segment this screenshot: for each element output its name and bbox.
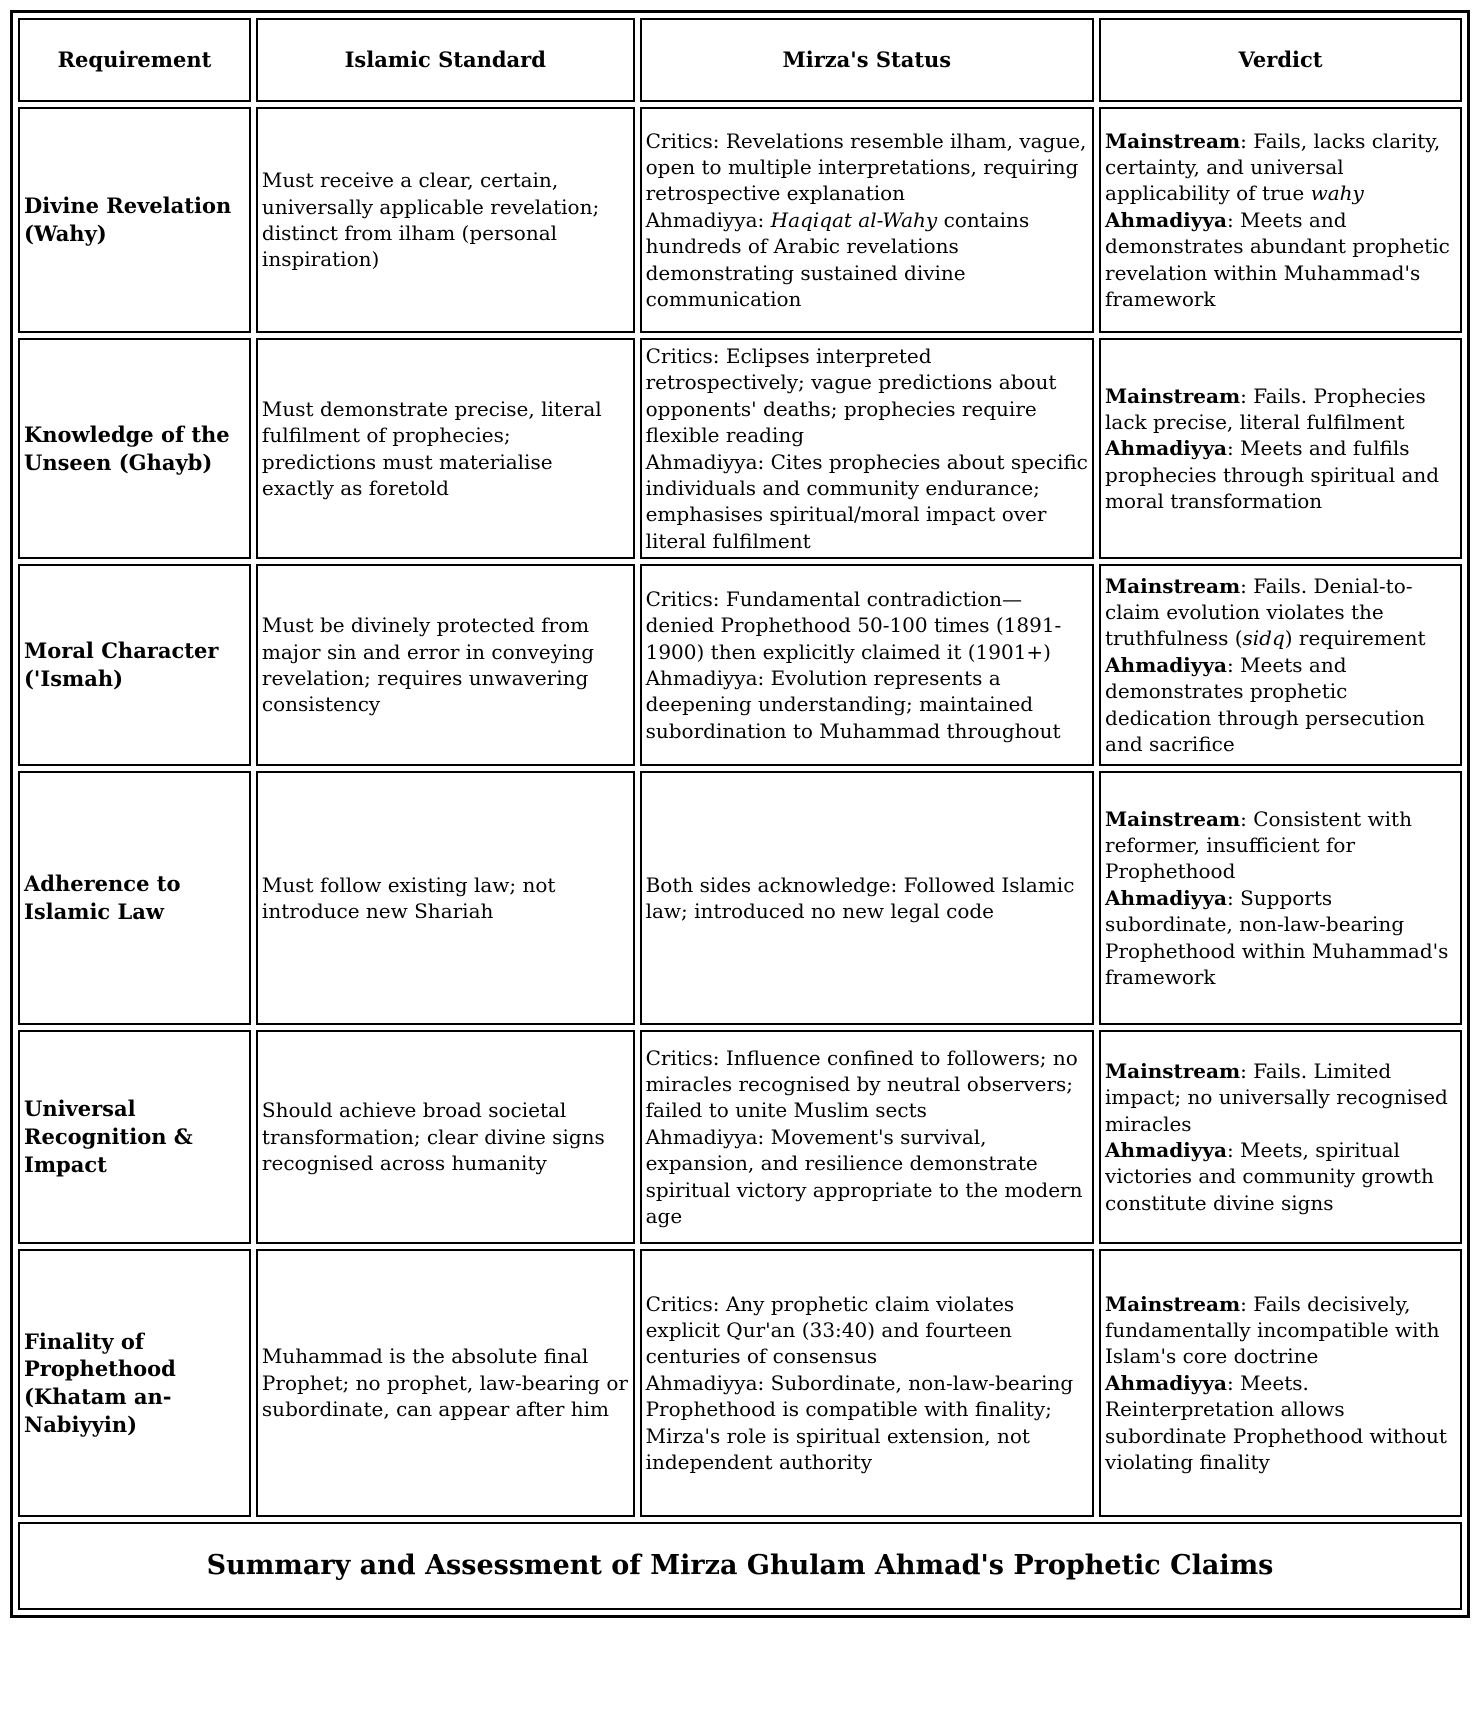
cell-mirzas-status: Critics: Revelations resemble ilham, vague, open to multiple interpretations, requiring retrospective explanation Ahmadiyya: Haqiqat al-Wahy contains hundreds of Arabic revelations demonstrating sustained divine communication <box>640 107 1094 333</box>
cell-requirement: Moral Character ('Ismah) <box>18 564 251 766</box>
cell-requirement: Finality of Prophethood (Khatam an-Nabiyyin) <box>18 1249 251 1517</box>
cell-islamic-standard: Must receive a clear, certain, universally applicable revelation; distinct from ilham (personal inspiration) <box>256 107 635 333</box>
table-caption: Summary and Assessment of Mirza Ghulam Ahmad's Prophetic Claims <box>18 1522 1462 1610</box>
cell-verdict: Mainstream: Consistent with reformer, insufficient for Prophethood Ahmadiyya: Supports subordinate, non-law-bearing Prophethood within Muhammad's framework <box>1099 771 1462 1025</box>
cell-verdict: Mainstream: Fails, lacks clarity, certainty, and universal applicability of true wahy Ahmadiyya: Meets and demonstrates abundant prophetic revelation within Muhammad's framework <box>1099 107 1462 333</box>
cell-islamic-standard: Must follow existing law; not introduce new Shariah <box>256 771 635 1025</box>
cell-islamic-standard: Muhammad is the absolute final Prophet; no prophet, law-bearing or subordinate, can appear after him <box>256 1249 635 1517</box>
cell-mirzas-status: Critics: Eclipses interpreted retrospectively; vague predictions about opponents' deaths; prophecies require flexible reading Ahmadiyya: Cites prophecies about specific individuals and community endurance; emphasises spiritual/moral impact over literal fulfilment <box>640 338 1094 559</box>
cell-verdict: Mainstream: Fails. Denial-to-claim evolution violates the truthfulness (sidq) requirement Ahmadiyya: Meets and demonstrates prophetic dedication through persecution and sacrifice <box>1099 564 1462 766</box>
table-row <box>18 771 1462 1025</box>
cell-mirzas-status: Both sides acknowledge: Followed Islamic law; introduced no new legal code <box>640 771 1094 1025</box>
cell-islamic-standard: Should achieve broad societal transformation; clear divine signs recognised across humanity <box>256 1030 635 1244</box>
cell-mirzas-status: Critics: Any prophetic claim violates explicit Qur'an (33:40) and fourteen centuries of consensus Ahmadiyya: Subordinate, non-law-bearing Prophethood is compatible with finality; Mirza's role is spiritual extension, not independent authority <box>640 1249 1094 1517</box>
cell-islamic-standard: Must demonstrate precise, literal fulfilment of prophecies; predictions must materialise exactly as foretold <box>256 338 635 559</box>
cell-islamic-standard: Must be divinely protected from major sin and error in conveying revelation; requires unwavering consistency <box>256 564 635 766</box>
table-row <box>18 338 1462 559</box>
table-row <box>18 1030 1462 1244</box>
table-row <box>18 1249 1462 1517</box>
cell-requirement: Divine Revelation (Wahy) <box>18 107 251 333</box>
column-header-requirement: Requirement <box>18 18 251 102</box>
header-row <box>18 18 1462 102</box>
table-footer <box>18 1522 1462 1610</box>
cell-requirement: Universal Recognition & Impact <box>18 1030 251 1244</box>
column-header-islamic-standard: Islamic Standard <box>256 18 635 102</box>
column-header-mirzas-status: Mirza's Status <box>640 18 1094 102</box>
table-row <box>18 564 1462 766</box>
cell-requirement: Knowledge of the Unseen (Ghayb) <box>18 338 251 559</box>
cell-verdict: Mainstream: Fails decisively, fundamentally incompatible with Islam's core doctrine Ahmadiyya: Meets. Reinterpretation allows subordinate Prophethood without violating finality <box>1099 1249 1462 1517</box>
column-header-verdict: Verdict <box>1099 18 1462 102</box>
cell-verdict: Mainstream: Fails. Prophecies lack precise, literal fulfilment Ahmadiyya: Meets and fulfils prophecies through spiritual and moral transformation <box>1099 338 1462 559</box>
comparison-table <box>10 10 1470 1618</box>
table-body <box>18 107 1462 1517</box>
table-row <box>18 107 1462 333</box>
cell-verdict: Mainstream: Fails. Limited impact; no universally recognised miracles Ahmadiyya: Meets, spiritual victories and community growth constitute divine signs <box>1099 1030 1462 1244</box>
cell-requirement: Adherence to Islamic Law <box>18 771 251 1025</box>
table-header <box>18 18 1462 102</box>
caption-row <box>18 1522 1462 1610</box>
cell-mirzas-status: Critics: Influence confined to followers; no miracles recognised by neutral observers; failed to unite Muslim sects Ahmadiyya: Movement's survival, expansion, and resilience demonstrate spiritual victory appropriate to the modern age <box>640 1030 1094 1244</box>
cell-mirzas-status: Critics: Fundamental contradiction—denied Prophethood 50-100 times (1891-1900) then explicitly claimed it (1901+) Ahmadiyya: Evolution represents a deepening understanding; maintained subordination to Muhammad throughout <box>640 564 1094 766</box>
